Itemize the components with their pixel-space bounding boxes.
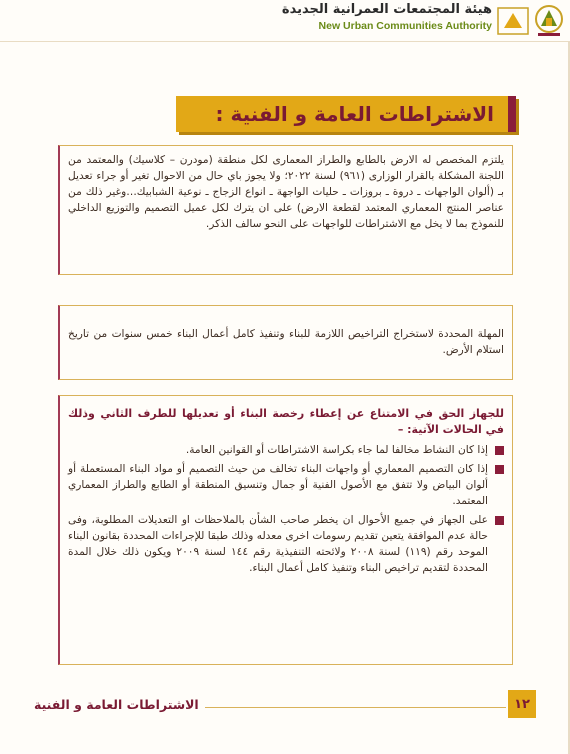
list-item-text: على الجهاز في جميع الأحوال ان يخطر صاحب الشأن بالملاحظات او التعديلات المطلوبة، وفى حالة عدم الموافقة يتعين تقديم رسومات اخرى معدله وذلك طبقا للإجراءات المحددة بقانون البناء الموحد رقم (١١٩) لسنة ٢٠٠٨ ولائحته التنفيذية رقم ١٤٤ لسنة ٢٠٠٩ ويكون ذلك خلال المدة المحددة لتقديم تراخيص البناء وتنفيذ كامل أعمال البناء. — [68, 514, 488, 574]
footer-section-name: الاشتراطات العامة و الفنية — [28, 697, 205, 712]
list-item-text: إذا كان النشاط مخالفا لما جاء بكراسة الاشتراطات أو القوانين العامة. — [185, 444, 488, 456]
list-item — [68, 442, 504, 458]
page-number: ١٢ — [508, 690, 536, 718]
title-accent-bar — [508, 96, 516, 132]
org-name-arabic: هيئة المجتمعات العمرانية الجديدة — [281, 2, 492, 17]
facade-conditions-text: يلتزم المخصص له الارض بالطابع والطراز المعمارى لكل منطقة (مودرن – كلاسيك) والمعتمد من اللجنة المشكلة بالقرار الوزارى (٩٦١) لسنة ٢٠٢٢؛ ولا يجوز باي حال من الاحوال تغير أو جراء تعديل بـ (ألوان الواجهات ـ دروة ـ بروزات ـ حليات الواجهة ـ انواع الزجاج ـ نوعية الشبابيك…وغير ذلك من عناصر المنتج المعماري المعتمد لقطعة الارض) على ان يترك لكل عميل التصميم والتوزيع الداخلي للنموذج بما لا يخل مع الاشتراطات للواجهات على النحو سالف الذكر. — [68, 154, 504, 230]
construction-period-text: المهلة المحددة لاستخراج التراخيص اللازمة للبناء وتنفيذ كامل أعمال البناء خمس سنوات من تاريخ استلام الأرض. — [68, 328, 504, 356]
list-item — [68, 461, 504, 509]
facade-conditions-box — [58, 145, 513, 275]
nuca-logo-icon — [534, 4, 564, 38]
license-refusal-lead: للجهاز الحق في الامتناع عن إعطاء رخصة البناء أو تعديلها للطرف الثاني وذلك في الحالات الآتية: – — [68, 407, 504, 436]
header-divider — [0, 41, 570, 42]
org-name-english: New Urban Communities Authority — [318, 20, 492, 32]
square-bullet-icon — [495, 446, 504, 455]
square-bullet-icon — [495, 516, 504, 525]
list-item — [68, 512, 504, 576]
license-refusal-box — [58, 395, 513, 665]
page-title: الاشتراطات العامة و الفنية : — [215, 102, 494, 126]
list-item-text: إذا كان التصميم المعماري أو واجهات البناء تخالف من حيث التصميم أو مواد البناء المستعملة أو ألوان البياض ولا تتفق مع الأصول الفنية أو جمال وتنسيق المنطقة أو الطابع والطراز المعماري المعتمد. — [68, 463, 488, 507]
section-title-banner — [176, 96, 516, 132]
page-header — [0, 0, 570, 44]
refusal-cases-list — [68, 442, 504, 576]
construction-period-box — [58, 305, 513, 380]
emblem-icon — [496, 4, 530, 38]
square-bullet-icon — [495, 465, 504, 474]
